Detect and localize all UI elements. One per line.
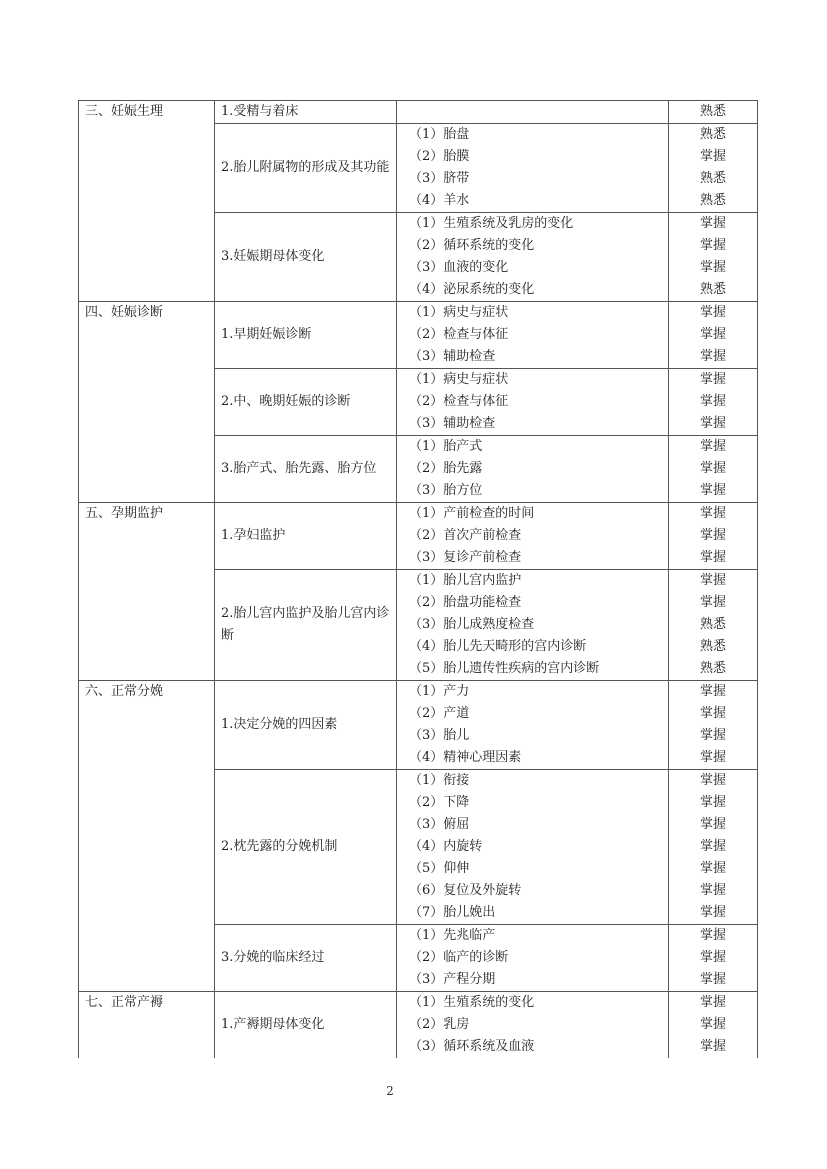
content-point: （5）仰伸 [409, 861, 470, 876]
content-point: （3）胎方位 [409, 483, 483, 498]
requirement-level: 掌握 [699, 349, 726, 364]
requirement-level-cell [669, 681, 758, 770]
requirement-level: 熟悉 [699, 282, 726, 297]
content-point: （3）循环系统及血液 [409, 1039, 535, 1054]
content-point: （4）内旋转 [409, 839, 483, 854]
content-point: （1）胎儿宫内监护 [409, 573, 522, 588]
content-point: （2）乳房 [409, 1017, 470, 1032]
content-point: （3）复诊产前检查 [409, 550, 522, 565]
syllabus-table-body [79, 101, 758, 1059]
requirement-level: 熟悉 [699, 639, 726, 654]
requirement-level: 掌握 [699, 528, 726, 543]
content-point: （4）羊水 [409, 193, 470, 208]
content-point: （2）检查与体征 [409, 327, 509, 342]
content-point: （2）胎膜 [409, 149, 470, 164]
content-point: （2）产道 [409, 706, 470, 721]
requirement-level: 掌握 [699, 773, 726, 788]
requirement-level-cell [669, 436, 758, 503]
content-points-cell [397, 213, 669, 302]
requirement-level: 掌握 [699, 795, 726, 810]
topic-text: 1.孕妇监护 [221, 528, 286, 543]
requirement-level: 掌握 [699, 595, 726, 610]
page-number: 2 [386, 1084, 394, 1098]
content-point: （1）衔接 [409, 773, 470, 788]
content-point: （2）临产的诊断 [409, 950, 509, 965]
requirement-level: 掌握 [699, 550, 726, 565]
content-points-cell [397, 369, 669, 436]
topic-cell [215, 436, 397, 503]
content-points-cell [397, 992, 669, 1059]
requirement-level-cell [669, 101, 758, 124]
unit-cell: 四、妊娠诊断 [79, 302, 215, 503]
requirement-level: 熟悉 [699, 171, 726, 186]
requirement-level: 掌握 [699, 706, 726, 721]
content-points-cell [397, 925, 669, 992]
requirement-level: 掌握 [699, 928, 726, 943]
topic-cell [215, 369, 397, 436]
topic-cell [215, 570, 397, 681]
unit-cell: 三、妊娠生理 [79, 101, 215, 302]
content-points-cell [397, 503, 669, 570]
unit-cell: 七、正常产褥 [79, 992, 215, 1059]
content-points-cell [397, 101, 669, 124]
content-point: （3）胎儿 [409, 728, 470, 743]
requirement-level-cell [669, 992, 758, 1059]
content-point: （1）病史与症状 [409, 305, 509, 320]
requirement-level: 掌握 [699, 573, 726, 588]
table-row [79, 992, 758, 1059]
content-points-cell [397, 124, 669, 213]
requirement-level: 熟悉 [699, 193, 726, 208]
requirement-level: 掌握 [699, 149, 726, 164]
requirement-level: 掌握 [699, 372, 726, 387]
topic-text: 3.胎产式、胎先露、胎方位 [221, 461, 377, 476]
content-point: （2）胎盘功能检查 [409, 595, 522, 610]
content-points-cell [397, 436, 669, 503]
requirement-level: 掌握 [699, 260, 726, 275]
content-points-cell [397, 570, 669, 681]
content-point: （1）胎盘 [409, 127, 470, 142]
content-point: （3）胎儿成熟度检查 [409, 617, 535, 632]
topic-text: 2.胎儿宫内监护及胎儿宫内诊断 [221, 606, 390, 643]
topic-text: 3.分娩的临床经过 [221, 950, 325, 965]
content-point: （4）泌尿系统的变化 [409, 282, 535, 297]
topic-cell [215, 101, 397, 124]
requirement-level: 掌握 [699, 416, 726, 431]
content-points-cell [397, 770, 669, 925]
content-point: （2）胎先露 [409, 461, 483, 476]
content-point: （1）生殖系统及乳房的变化 [409, 216, 574, 231]
topic-text: 1.产褥期母体变化 [221, 1017, 325, 1032]
requirement-level: 掌握 [699, 905, 726, 920]
requirement-level-cell [669, 213, 758, 302]
content-point: （6）复位及外旋转 [409, 883, 522, 898]
requirement-level-cell [669, 302, 758, 369]
requirement-level: 掌握 [699, 817, 726, 832]
topic-text: 1.早期妊娠诊断 [221, 327, 312, 342]
requirement-level-cell [669, 925, 758, 992]
topic-cell [215, 992, 397, 1059]
requirement-level-cell [669, 369, 758, 436]
requirement-level: 掌握 [699, 750, 726, 765]
content-point: （3）辅助检查 [409, 416, 496, 431]
topic-cell [215, 213, 397, 302]
requirement-level-cell [669, 570, 758, 681]
topic-text: 2.中、晚期妊娠的诊断 [221, 394, 351, 409]
requirement-level: 熟悉 [699, 104, 726, 119]
content-point [409, 101, 662, 123]
table-row [79, 101, 758, 124]
unit-cell: 六、正常分娩 [79, 681, 215, 992]
content-point: （3）辅助检查 [409, 349, 496, 364]
requirement-level: 掌握 [699, 883, 726, 898]
content-point: （4）胎儿先天畸形的宫内诊断 [409, 639, 587, 654]
topic-text: 3.妊娠期母体变化 [221, 249, 325, 264]
topic-cell [215, 770, 397, 925]
content-points-cell [397, 302, 669, 369]
topic-text: 1.受精与着床 [221, 104, 299, 119]
requirement-level: 掌握 [699, 461, 726, 476]
content-point: （2）下降 [409, 795, 470, 810]
topic-cell [215, 124, 397, 213]
content-point: （2）首次产前检查 [409, 528, 522, 543]
topic-text: 1.决定分娩的四因素 [221, 717, 338, 732]
requirement-level: 掌握 [699, 861, 726, 876]
unit-cell: 五、孕期监护 [79, 503, 215, 681]
topic-text: 2.枕先露的分娩机制 [221, 839, 338, 854]
requirement-level: 熟悉 [699, 617, 726, 632]
content-point: （3）脐带 [409, 171, 470, 186]
content-point: （7）胎儿娩出 [409, 905, 496, 920]
requirement-level-cell [669, 770, 758, 925]
requirement-level: 掌握 [699, 238, 726, 253]
content-point: （3）产程分期 [409, 972, 496, 987]
requirement-level: 掌握 [699, 728, 726, 743]
requirement-level: 熟悉 [699, 127, 726, 142]
topic-text: 2.胎儿附属物的形成及其功能 [221, 160, 390, 175]
requirement-level: 掌握 [699, 506, 726, 521]
requirement-level: 掌握 [699, 216, 726, 231]
syllabus-table [78, 100, 758, 1058]
topic-cell [215, 681, 397, 770]
topic-cell [215, 925, 397, 992]
requirement-level: 掌握 [699, 1017, 726, 1032]
content-point: （1）先兆临产 [409, 928, 496, 943]
content-point: （1）胎产式 [409, 439, 483, 454]
requirement-level: 掌握 [699, 995, 726, 1010]
content-point: （4）精神心理因素 [409, 750, 522, 765]
table-row [79, 681, 758, 770]
content-point: （1）产力 [409, 684, 470, 699]
table-row [79, 302, 758, 369]
content-point: （5）胎儿遗传性疾病的宫内诊断 [409, 661, 600, 676]
content-point: （1）病史与症状 [409, 372, 509, 387]
content-point: （1）生殖系统的变化 [409, 995, 535, 1010]
table-row [79, 503, 758, 570]
requirement-level-cell [669, 124, 758, 213]
requirement-level: 掌握 [699, 839, 726, 854]
requirement-level: 掌握 [699, 950, 726, 965]
requirement-level: 掌握 [699, 684, 726, 699]
content-point: （2）循环系统的变化 [409, 238, 535, 253]
content-point: （2）检查与体征 [409, 394, 509, 409]
requirement-level-cell [669, 503, 758, 570]
requirement-level: 掌握 [699, 394, 726, 409]
requirement-level: 掌握 [699, 305, 726, 320]
topic-cell [215, 302, 397, 369]
content-point: （3）血液的变化 [409, 260, 509, 275]
content-points-cell [397, 681, 669, 770]
content-point: （3）俯屈 [409, 817, 470, 832]
content-point: （1）产前检查的时间 [409, 506, 535, 521]
requirement-level: 掌握 [699, 483, 726, 498]
topic-cell [215, 503, 397, 570]
requirement-level: 熟悉 [699, 661, 726, 676]
requirement-level: 掌握 [699, 327, 726, 342]
requirement-level: 掌握 [699, 972, 726, 987]
requirement-level: 掌握 [699, 1039, 726, 1054]
requirement-level: 掌握 [699, 439, 726, 454]
